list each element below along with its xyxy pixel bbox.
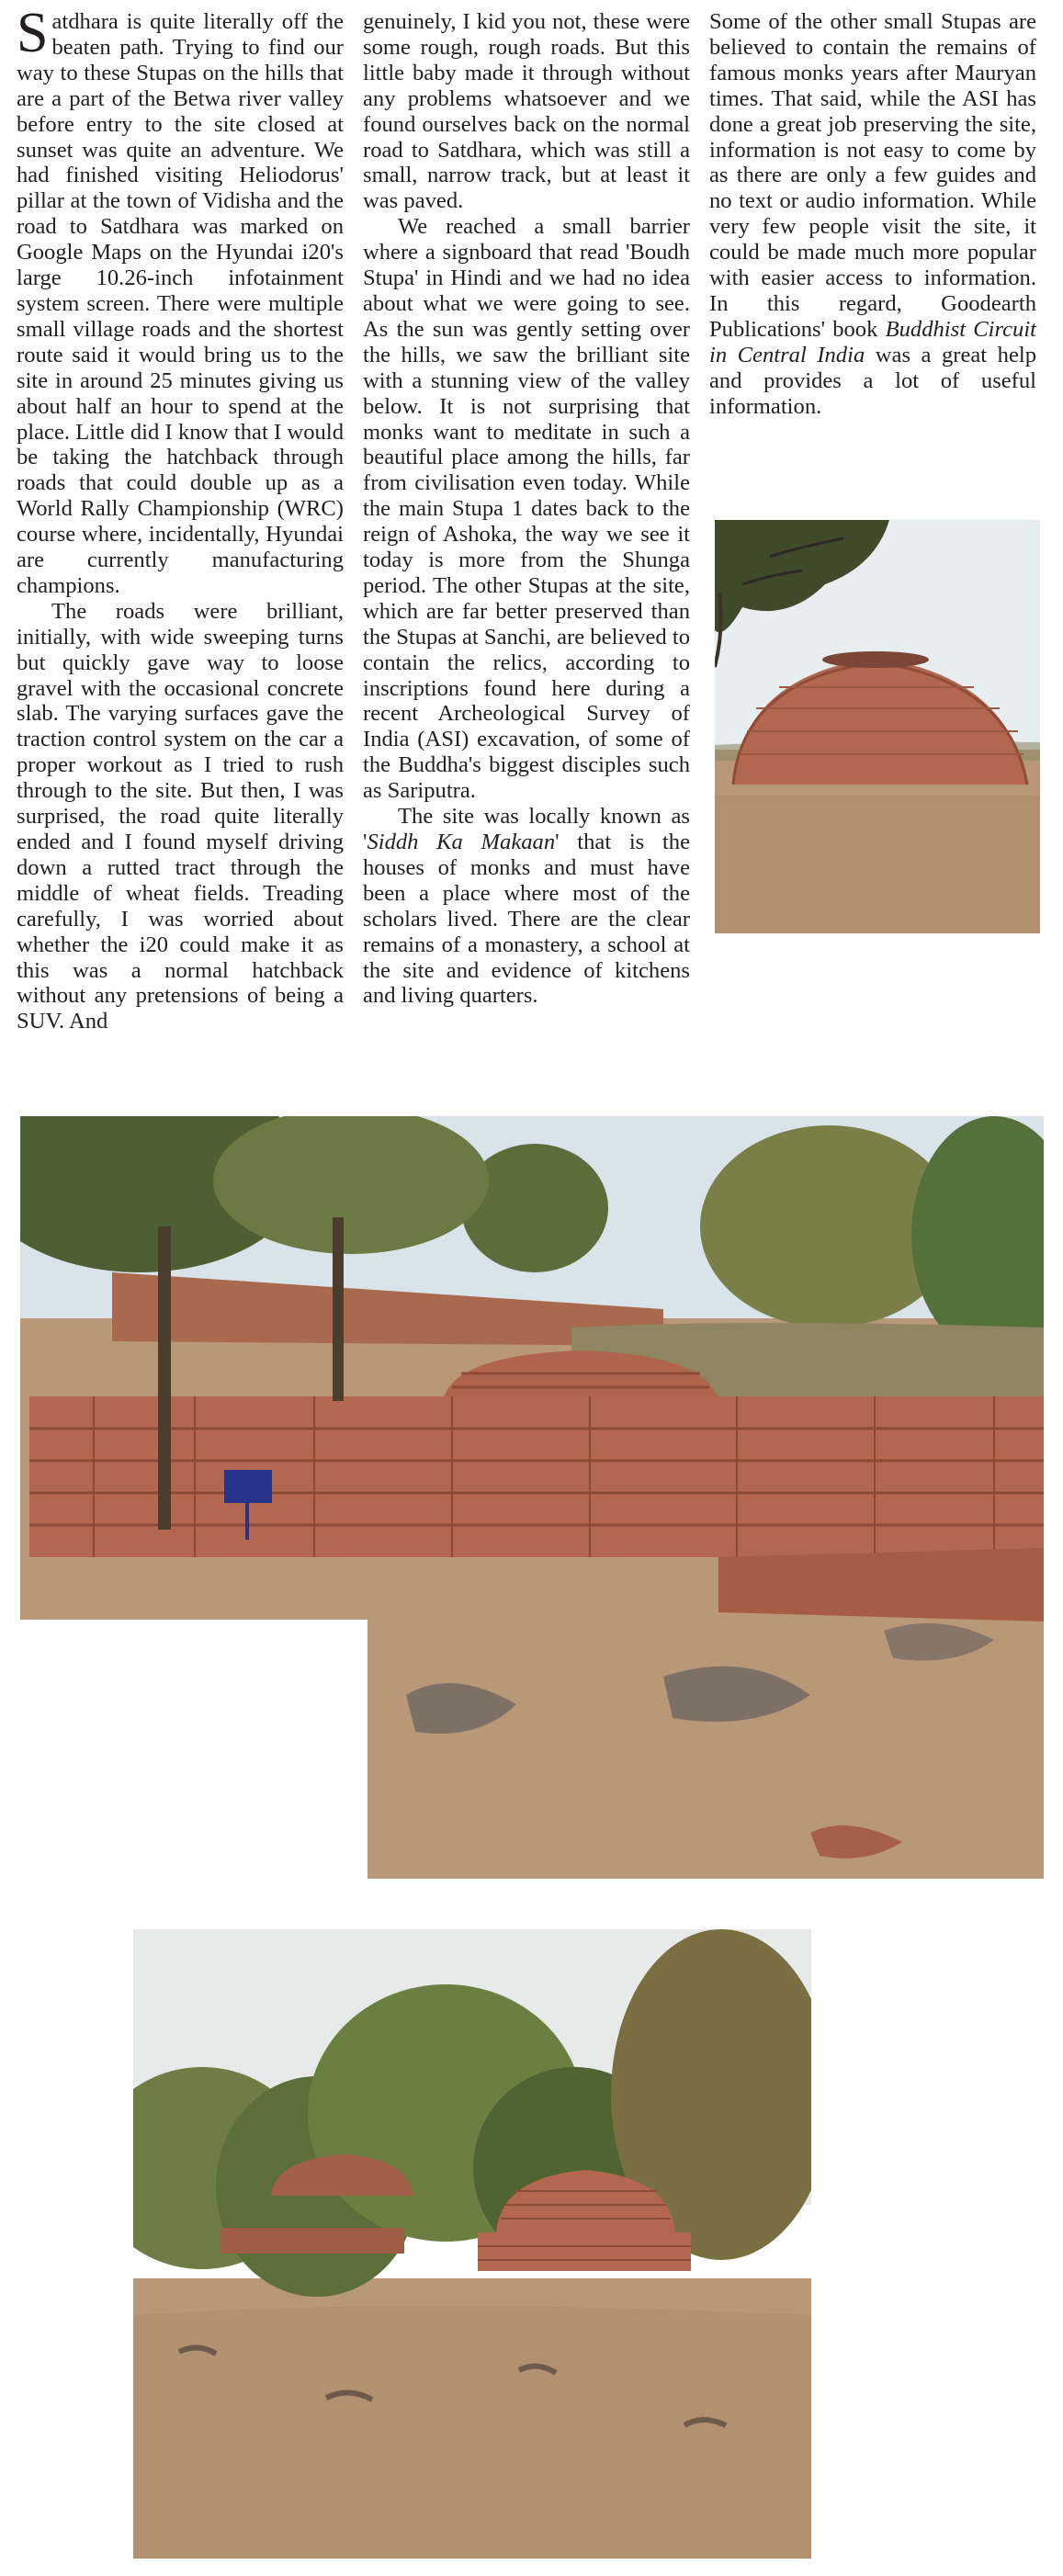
paragraph-text: Some of the other small Stupas are believed to contain the remains of famous monks years after Mauryan times. That said, while the ASI has done a great job preserving the site, information is not easy to come by as there are only a few guides and no text or audio information. While very few people visit the site, it could be made much more popular with easier access to information. In this regard, Goodearth Publications' book	[709, 9, 1036, 342]
article-column-2	[363, 9, 690, 1009]
article-paragraph	[363, 804, 690, 1009]
article-paragraph	[709, 9, 1036, 420]
drop-cap: S	[17, 2, 49, 64]
italic-term: Siddh Ka Makaan	[367, 830, 556, 854]
article-paragraph: We reached a small barrier where a signboard that read 'Boudh Stupa' in Hindi and we had no idea about what we were going to see. As the sun was gently setting over the hills, we saw the brilliant site with a stunning view of the valley below. It is not surprising that monks want to meditate in such a beautiful place among the hills, far from civilisation even today. While the main Stupa 1 dates back to the reign of Ashoka, the way we see it today is more from the Shunga period. The other Stupas at the site, which are far better preserved than the Stupas at Sanchi, are believed to contain the relics, according to inscriptions found here during a recent Archeological Survey of India (ASI) excavation, of some of the Buddha's biggest disciples such as Sariputra.	[363, 214, 690, 804]
article-column-1	[17, 2, 344, 1034]
article-paragraph	[17, 2, 344, 599]
paragraph-text: ' that is the houses of monks and must have been a place where most of the scholars lived. There are the clear remains of a monastery, a school at the site and evidence of kitchens and living quarters.	[363, 830, 690, 1009]
paragraph-text: The site was locally known as '	[363, 804, 690, 854]
stupa-among-trees-photo	[133, 1929, 811, 2559]
stupa-photo	[715, 520, 1040, 933]
article-column-3	[709, 9, 1036, 420]
paragraph-text: was a great help and provides a lot of useful information.	[709, 342, 1036, 419]
monastery-ruins-photo	[20, 1116, 1044, 1879]
article-paragraph: genuinely, I kid you not, these were some rough, rough roads. But this little baby made it through without any problems whatsoever and we found ourselves back on the normal road to Satdhara, which was still a small, narrow track, but at least it was paved.	[363, 9, 690, 214]
paragraph-text: atdhara is quite literally off the beaten path. Trying to find our way to these Stupas on the hills that are a part of the Betwa river valley before entry to the site closed at sunset was quite an adventure. We had finished visiting Heliodorus' pillar at the town of Vidisha and the road to Satdhara was marked on Google Maps on the Hyundai i20's large 10.26-inch infotainment system screen. There were multiple small village roads and the shortest route said it would bring us to the site in around 25 minutes giving us about half an hour to spend at the place. Little did I know that I would be taking the hatchback through roads that could double up as a World Rally Championship (WRC) course where, incidentally, Hyundai are currently manufacturing champions.	[17, 9, 344, 598]
article-paragraph: The roads were brilliant, initially, with wide sweeping turns but quickly gave way to loose gravel with the occasional concrete slab. The varying surfaces gave the traction control system on the car a proper workout as I tried to rush through to the site. But then, I was surprised, the road quite literally ended and I found myself driving down a rutted tract through the middle of wheat fields. Treading carefully, I was worried about whether the i20 could make it as this was a normal hatchback without any pretensions of being a SUV. And	[17, 598, 344, 1034]
book-title: Buddhist Circuit in Central India	[709, 316, 1036, 367]
